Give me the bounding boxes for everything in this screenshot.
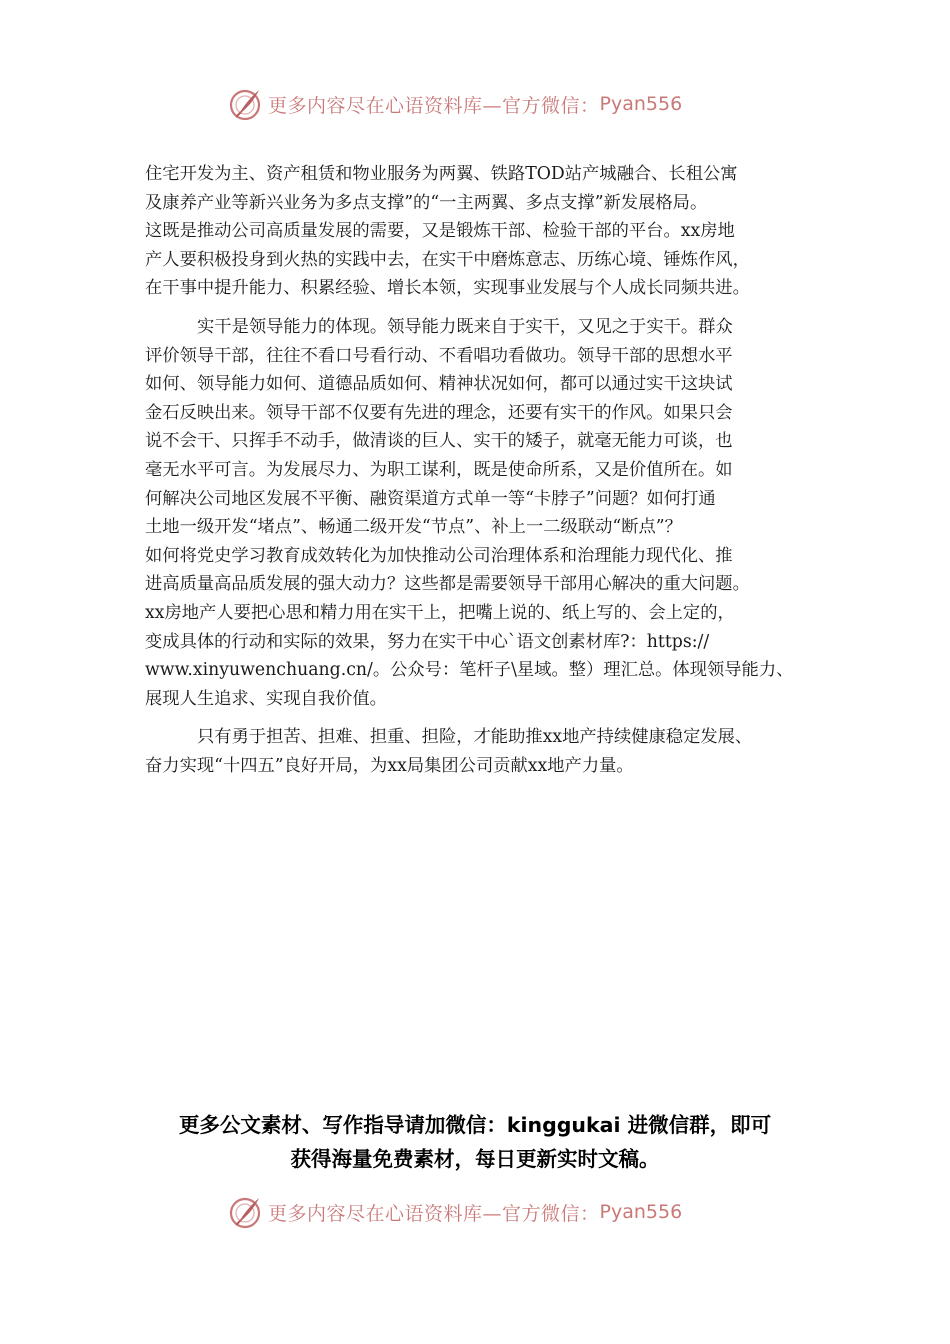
paragraph-1: 住宅开发为主、资产租赁和物业服务为两翼、铁路TOD站产城融合、长租公寓 及康养产业等新兴业务为多点支撑”的“一主两翼、多点支撑”新发展格局。 这既是推动公司高质量发展的需要，又是锻炼干部、检验干部的平台。xx房地 产人要积极投身到火热的实践中去，在实干中磨炼意志、历练心境、锤炼作风， 在干事中提升能力、积累经验、增长本领，实现事业发展与个人成长同频共进。	[145, 164, 750, 299]
watermark-wechat-id: Pyan556	[599, 1201, 683, 1223]
watermark-text: 更多内容尽在心语资料库—官方微信：	[268, 94, 600, 117]
footer-promo-note: 更多公文素材、写作指导请加微信：kinggukai 进微信群，即可 获得海量免费素材，每日更新实时文稿。	[178, 1113, 772, 1171]
header-watermark	[228, 84, 682, 124]
paragraph-2: 实干是领导能力的体现。领导能力既来自于实干，又见之于实干。群众 评价领导干部，往往不看口号看行动、不看唱功看做功。领导干部的思想水平 如何、领导能力如何、道德品质如何、精神状况如何，都可以通过实干这块试 金石反映出来。领导干部不仅要有先进的理念，还要有实干的作风。如果只会 说不会干、只挥手不动手，做清谈的巨人、实干的矮子，就毫无能力可谈，也 毫无水平可言。为发展尽力、为职工谋利，既是使命所系，又是价值所在。如 何解决公司地区发展不平衡、融资渠道方式单一等“卡脖子”问题？如何打通 土地一级开发“堵点”、畅通二级开发“节点”、补上一二级联动“断点”？ 如何将党史学习教育成效转化为加快推动公司治理体系和治理能力现代化、推 进高质量高品质发展的强大动力？这些都是需要领导干部用心解决的重大问题。 xx房地产人要把心思和精力用在实干上，把嘴上说的、纸上写的、会上定的， 变成具体的行动和实际的效果，努力在实干中心`语文创素材库?：https:// www.xinyuwenchuang.cn/。公众号：笔杆子\星域。整）理汇总。体现领导能力、 展现人生追求、实现自我价值。	[145, 316, 794, 709]
watermark-wechat-id: Pyan556	[599, 93, 683, 115]
watermark-text: 更多内容尽在心语资料库—官方微信：	[268, 1202, 600, 1225]
quill-seal-icon	[228, 86, 264, 122]
quill-seal-icon	[228, 1194, 264, 1230]
paragraph-3: 只有勇于担苦、担难、担重、担险，才能助推xx地产持续健康稳定发展、 奋力实现“十四五”良好开局，为xx局集团公司贡献xx地产力量。	[145, 727, 753, 776]
footer-watermark	[228, 1192, 682, 1232]
document-body	[145, 160, 820, 780]
